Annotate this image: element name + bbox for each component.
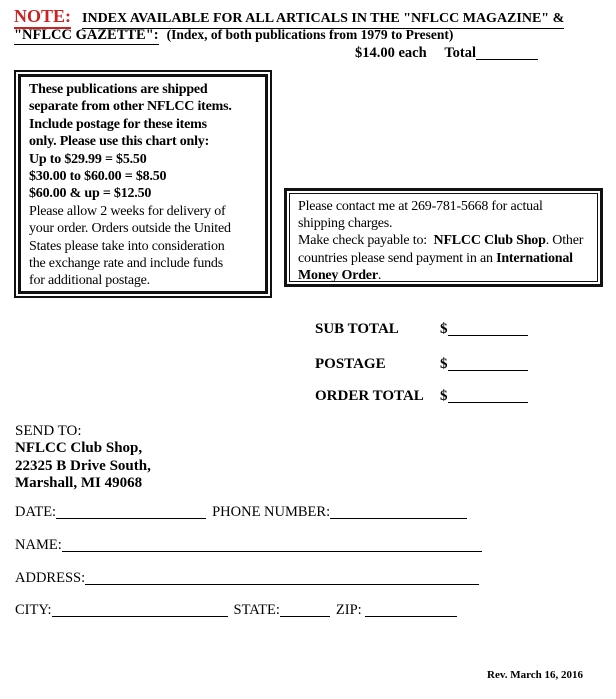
contact-text-line: shipping charges. — [298, 216, 393, 232]
order-total-blank-line — [448, 389, 528, 403]
state-blank-line — [280, 603, 330, 617]
contact-info-box — [284, 188, 603, 287]
money-order-bold: Money Order — [298, 267, 378, 283]
postage-blank-line — [448, 357, 528, 371]
page-title: INDEX AVAILABLE FOR ALL ARTICALS IN THE "NFLCC MAGAZINE" & — [82, 10, 564, 29]
name-row — [15, 537, 482, 554]
send-to-heading: SEND TO: — [15, 423, 82, 439]
total-label: Total — [444, 45, 477, 61]
payable-text-line — [298, 232, 589, 249]
payee-name: NFLCC Club Shop — [433, 233, 546, 249]
shipping-text-line: Include postage for these items — [29, 116, 207, 132]
gazette-title: "NFLCC GAZETTE": — [14, 26, 159, 45]
payable-pre: Make check payable to: — [298, 233, 434, 249]
address-row — [15, 570, 479, 587]
shipping-text-line: These publications are shipped — [29, 82, 208, 97]
total-blank-line — [476, 46, 538, 60]
price-each: $14.00 each — [355, 45, 427, 61]
currency-sign: $ — [440, 388, 448, 404]
delivery-note-line: your order. Orders outside the United — [29, 221, 231, 237]
send-to-name: NFLCC Club Shop, — [15, 440, 143, 457]
name-label: NAME: — [15, 537, 62, 553]
city-label: CITY: — [15, 602, 52, 618]
shipping-text-line: only. Please use this chart only: — [29, 134, 210, 150]
date-label: DATE: — [15, 504, 57, 520]
delivery-note-line: the exchange rate and include funds — [29, 256, 223, 272]
subtotal-blank-line — [448, 322, 528, 336]
revision-date: Rev. March 16, 2016 — [487, 669, 584, 681]
order-total-label: ORDER TOTAL — [315, 388, 424, 404]
phone-blank-line — [330, 505, 467, 519]
phone-label: PHONE NUMBER: — [212, 504, 331, 520]
zip-blank-line — [365, 603, 457, 617]
price-line — [355, 45, 538, 62]
send-to-street: 22325 B Drive South, — [15, 457, 151, 474]
shipping-info-box — [14, 70, 272, 298]
city-state-zip-row — [15, 602, 457, 619]
note-label: NOTE: — [14, 6, 71, 29]
shipping-rate-line: $30.00 to $60.00 = $8.50 — [29, 169, 167, 185]
postage-row — [315, 356, 528, 373]
shipping-text-line: separate from other NFLCC items. — [29, 99, 232, 115]
currency-sign: $ — [440, 356, 448, 372]
header-line-2 — [14, 26, 453, 45]
delivery-note-line: States please take into consideration — [29, 238, 225, 254]
address-blank-line — [85, 571, 479, 585]
contact-text-line: Please contact me at 269-781-5668 for actual — [298, 199, 543, 214]
zip-label: ZIP: — [335, 602, 362, 618]
shipping-info-box-inner — [18, 74, 268, 294]
shipping-rate-line: Up to $29.99 = $5.50 — [29, 151, 147, 167]
name-blank-line — [62, 538, 482, 552]
index-note: (Index, of both publications from 1979 to Present) — [166, 27, 454, 42]
payable-post: . Other — [545, 233, 584, 249]
send-to-block — [15, 423, 151, 493]
money-order-post: . — [377, 267, 382, 283]
money-order-line — [298, 267, 589, 284]
subtotal-label: SUB TOTAL — [315, 321, 399, 337]
city-blank-line — [52, 603, 228, 617]
delivery-note-line: for additional postage. — [29, 273, 150, 289]
subtotal-row — [315, 321, 528, 338]
postage-label: POSTAGE — [315, 356, 386, 372]
intl-pre: countries please send payment in an — [298, 250, 497, 266]
state-label: STATE: — [233, 602, 280, 618]
currency-sign: $ — [440, 321, 448, 337]
intl-payment-line — [298, 250, 589, 267]
order-total-row — [315, 388, 528, 405]
date-blank-line — [56, 505, 206, 519]
delivery-note-line: Please allow 2 weeks for delivery of — [29, 203, 226, 219]
shipping-rate-line: $60.00 & up = $12.50 — [29, 186, 152, 202]
intl-bold: International — [496, 250, 573, 266]
contact-info-box-inner — [289, 193, 598, 282]
address-label: ADDRESS: — [15, 570, 86, 586]
send-to-city: Marshall, MI 49068 — [15, 475, 143, 492]
date-phone-row — [15, 504, 467, 521]
